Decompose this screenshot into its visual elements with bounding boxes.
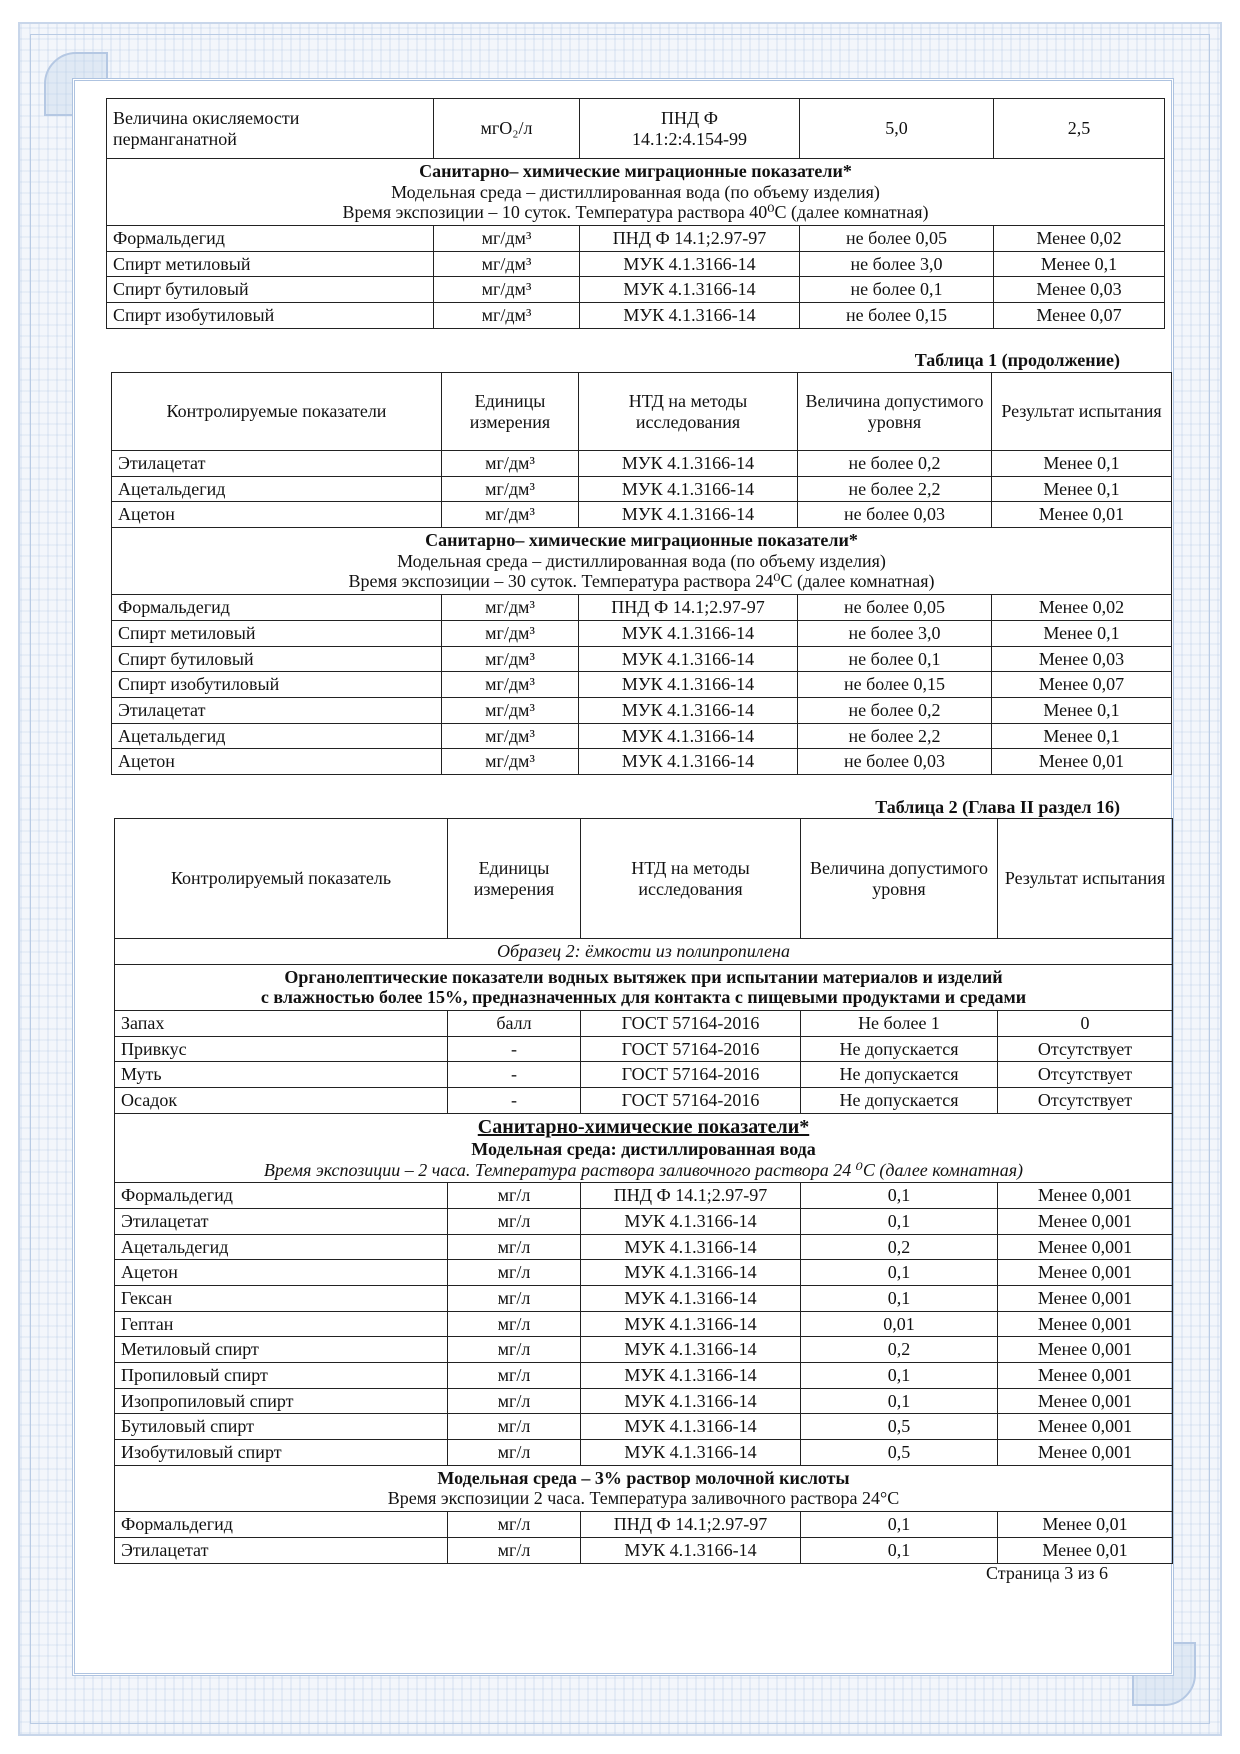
cell-limit: 0,1	[801, 1260, 998, 1286]
table1-continued	[111, 372, 1172, 775]
cell-result: Отсутствует	[998, 1088, 1173, 1114]
cell-name: Формальдегид	[115, 1512, 448, 1538]
table-row	[107, 277, 1165, 303]
section-subtitle: Модельная среда – дистиллированная вода (по объему изделия)	[391, 181, 880, 202]
cell-result: Менее 0,001	[998, 1208, 1173, 1234]
cell-method: МУК 4.1.3166-14	[581, 1337, 801, 1363]
header-limit: Величина допустимого уровня	[798, 373, 992, 451]
section-header	[115, 1465, 1173, 1511]
cell-limit: не более 0,05	[800, 226, 994, 252]
cell-result: Менее 0,001	[998, 1363, 1173, 1389]
cell-method: МУК 4.1.3166-14	[581, 1208, 801, 1234]
cell-name: Осадок	[115, 1088, 448, 1114]
cell-limit: не более 0,15	[798, 672, 992, 698]
cell-result: Менее 0,001	[998, 1260, 1173, 1286]
cell-name: Ацетон	[112, 502, 442, 528]
cell-name: Бутиловый спирт	[115, 1414, 448, 1440]
cell-unit: -	[448, 1088, 581, 1114]
sample-label: Образец 2: ёмкости из полипропилена	[115, 939, 1173, 965]
cell-limit: не более 3,0	[798, 620, 992, 646]
cell-name: Этилацетат	[112, 697, 442, 723]
table2-caption: Таблица 2 (Глава II раздел 16)	[875, 797, 1120, 817]
cell-limit: 0,5	[801, 1440, 998, 1466]
table-row	[115, 1260, 1173, 1286]
cell-unit: мг/дм³	[442, 451, 579, 477]
cell-limit: не более 0,03	[798, 749, 992, 775]
cell-name: Спирт метиловый	[112, 620, 442, 646]
section-title-line2: с влажностью более 15%, предназначенных для контакта с пищевыми продуктами и средами	[260, 987, 1027, 1008]
header-result: Результат испытания	[998, 819, 1173, 939]
cell-unit: мг/л	[448, 1183, 581, 1209]
cell-result: Менее 0,001	[998, 1183, 1173, 1209]
cell-method: МУК 4.1.3166-14	[581, 1285, 801, 1311]
table-row	[112, 476, 1172, 502]
cell-method: МУК 4.1.3166-14	[580, 277, 800, 303]
table-row	[115, 1414, 1173, 1440]
row-result: 2,5	[994, 99, 1165, 159]
section-conditions: Время экспозиции 2 часа. Температура заливочного раствора 24°С	[387, 1488, 900, 1509]
table-row	[115, 1363, 1173, 1389]
table-row	[112, 451, 1172, 477]
cell-result: Менее 0,02	[992, 595, 1172, 621]
cell-limit: не более 2,2	[798, 476, 992, 502]
cell-limit: 0,1	[801, 1208, 998, 1234]
table-row	[107, 251, 1165, 277]
cell-unit: мг/дм³	[442, 476, 579, 502]
cell-method: МУК 4.1.3166-14	[581, 1414, 801, 1440]
cell-result: Менее 0,07	[994, 303, 1165, 329]
cell-result: Менее 0,01	[992, 749, 1172, 775]
table-row	[115, 1388, 1173, 1414]
cell-limit: 0,1	[801, 1512, 998, 1538]
cell-limit: не более 3,0	[800, 251, 994, 277]
cell-unit: -	[448, 1062, 581, 1088]
table1-top	[106, 98, 1165, 329]
table-row	[112, 723, 1172, 749]
header-unit: Единицы измерения	[448, 819, 581, 939]
cell-limit: 0,1	[801, 1285, 998, 1311]
cell-unit: балл	[448, 1011, 581, 1037]
cell-result: Менее 0,01	[992, 502, 1172, 528]
cell-limit: 0,1	[801, 1388, 998, 1414]
cell-name: Ацетон	[112, 749, 442, 775]
cell-method: МУК 4.1.3166-14	[580, 251, 800, 277]
cell-method: МУК 4.1.3166-14	[581, 1311, 801, 1337]
cell-name: Спирт изобутиловый	[107, 303, 434, 329]
cell-limit: не более 2,2	[798, 723, 992, 749]
cell-unit: мг/дм³	[442, 620, 579, 646]
cell-name: Привкус	[115, 1036, 448, 1062]
cell-unit: мг/л	[448, 1260, 581, 1286]
section-conditions: Время экспозиции – 10 суток. Температура раствора 40⁰С (далее комнатная)	[342, 202, 929, 223]
table-row	[115, 1088, 1173, 1114]
section-conditions: Время экспозиции – 30 суток. Температура раствора 24⁰С (далее комнатная)	[348, 571, 935, 592]
cell-result: Менее 0,001	[998, 1234, 1173, 1260]
cell-method: МУК 4.1.3166-14	[579, 620, 798, 646]
cell-result: Менее 0,001	[998, 1440, 1173, 1466]
cell-result: Менее 0,001	[998, 1285, 1173, 1311]
cell-method: МУК 4.1.3166-14	[579, 502, 798, 528]
cell-method: МУК 4.1.3166-14	[580, 303, 800, 329]
cell-limit: 0,1	[801, 1537, 998, 1563]
table-header-row	[115, 819, 1173, 939]
cell-name: Пропиловый спирт	[115, 1363, 448, 1389]
cell-limit: не более 0,03	[798, 502, 992, 528]
cell-name: Спирт изобутиловый	[112, 672, 442, 698]
cell-unit: мг/дм³	[434, 303, 580, 329]
table-row	[112, 749, 1172, 775]
cell-name: Спирт бутиловый	[112, 646, 442, 672]
cell-method: ГОСТ 57164-2016	[581, 1062, 801, 1088]
cell-result: Менее 0,07	[992, 672, 1172, 698]
cell-name: Гексан	[115, 1285, 448, 1311]
cell-result: Менее 0,03	[994, 277, 1165, 303]
cell-name: Спирт бутиловый	[107, 277, 434, 303]
cell-unit: мг/дм³	[442, 697, 579, 723]
table-row	[115, 1440, 1173, 1466]
cell-method: ПНД Ф 14.1;2.97-97	[580, 226, 800, 252]
cell-method: МУК 4.1.3166-14	[579, 723, 798, 749]
section-header	[107, 159, 1165, 226]
cell-limit: 0,1	[801, 1183, 998, 1209]
cell-unit: мг/дм³	[442, 502, 579, 528]
section-title: Модельная среда – 3% раствор молочной кислоты	[437, 1467, 850, 1488]
table-row	[112, 672, 1172, 698]
table-row	[115, 1011, 1173, 1037]
cell-name: Ацетальдегид	[112, 476, 442, 502]
cell-limit: не более 0,1	[800, 277, 994, 303]
row-limit: 5,0	[800, 99, 994, 159]
cell-method: ГОСТ 57164-2016	[581, 1088, 801, 1114]
cell-name: Изопропиловый спирт	[115, 1388, 448, 1414]
cell-name: Спирт метиловый	[107, 251, 434, 277]
cell-name: Формальдегид	[112, 595, 442, 621]
cell-unit: мг/л	[448, 1512, 581, 1538]
cell-method: ГОСТ 57164-2016	[581, 1011, 801, 1037]
cell-name: Ацетальдегид	[115, 1234, 448, 1260]
cell-unit: мг/дм³	[442, 672, 579, 698]
cell-unit: мг/дм³	[442, 749, 579, 775]
cell-result: Менее 0,01	[998, 1537, 1173, 1563]
cell-limit: не более 0,05	[798, 595, 992, 621]
cell-unit: мг/л	[448, 1388, 581, 1414]
cell-name: Метиловый спирт	[115, 1337, 448, 1363]
cell-limit: Не более 1	[801, 1011, 998, 1037]
section-title: Санитарно– химические миграционные показатели*	[419, 161, 852, 181]
cell-limit: 0,2	[801, 1337, 998, 1363]
cell-unit: мг/дм³	[442, 595, 579, 621]
cell-unit: мг/л	[448, 1311, 581, 1337]
cell-result: Менее 0,1	[992, 697, 1172, 723]
header-method: НТД на методы исследования	[579, 373, 798, 451]
header-result: Результат испытания	[992, 373, 1172, 451]
cell-unit: мг/л	[448, 1234, 581, 1260]
cell-result: 0	[998, 1011, 1173, 1037]
section-conditions: Время экспозиции – 2 часа. Температура раствора заливочного раствора 24 ⁰С (далее комнатная)	[263, 1159, 1024, 1180]
cell-result: Менее 0,02	[994, 226, 1165, 252]
cell-method: ПНД Ф 14.1;2.97-97	[579, 595, 798, 621]
cell-unit: мг/л	[448, 1285, 581, 1311]
cell-method: МУК 4.1.3166-14	[581, 1537, 801, 1563]
section-title: Санитарно-химические показатели*	[477, 1115, 810, 1138]
cell-name: Формальдегид	[115, 1183, 448, 1209]
table2-lactic-rows	[115, 1512, 1173, 1563]
table-row	[112, 620, 1172, 646]
cell-name: Этилацетат	[115, 1537, 448, 1563]
cell-unit: мг/л	[448, 1208, 581, 1234]
cell-method: МУК 4.1.3166-14	[579, 672, 798, 698]
cell-result: Менее 0,1	[992, 620, 1172, 646]
cell-limit: 0,5	[801, 1414, 998, 1440]
cell-name: Этилацетат	[112, 451, 442, 477]
section-title-line1: Органолептические показатели водных вытяжек при испытании материалов и изделий	[284, 966, 1003, 987]
table-row	[115, 1311, 1173, 1337]
cell-limit: Не допускается	[801, 1036, 998, 1062]
cell-method: МУК 4.1.3166-14	[581, 1260, 801, 1286]
row-unit: мгО₂/л	[434, 99, 580, 159]
cell-limit: не более 0,15	[800, 303, 994, 329]
table-row	[107, 303, 1165, 329]
cell-method: МУК 4.1.3166-14	[579, 476, 798, 502]
cell-limit: 0,1	[801, 1363, 998, 1389]
table1-top-rows	[107, 226, 1165, 329]
table1-cont-caption: Таблица 1 (продолжение)	[914, 350, 1120, 370]
row-method	[580, 99, 800, 159]
cell-result: Менее 0,001	[998, 1414, 1173, 1440]
cell-method: МУК 4.1.3166-14	[579, 749, 798, 775]
cell-unit: мг/дм³	[434, 226, 580, 252]
cell-name: Запах	[115, 1011, 448, 1037]
cell-name: Ацетон	[115, 1260, 448, 1286]
method-line-1: ПНД Ф	[661, 107, 718, 128]
cell-unit: мг/л	[448, 1537, 581, 1563]
cell-method: ПНД Ф 14.1;2.97-97	[581, 1183, 801, 1209]
table2-chemical-rows	[115, 1183, 1173, 1466]
table-row	[115, 1337, 1173, 1363]
header-method: НТД на методы исследования	[581, 819, 801, 939]
method-line-2: 14.1:2:4.154-99	[632, 128, 747, 149]
cell-unit: мг/л	[448, 1414, 581, 1440]
header-limit: Величина допустимого уровня	[801, 819, 998, 939]
cell-method: ГОСТ 57164-2016	[581, 1036, 801, 1062]
table-row	[115, 1183, 1173, 1209]
cell-unit: мг/дм³	[434, 251, 580, 277]
cell-name: Гептан	[115, 1311, 448, 1337]
cell-name: Этилацетат	[115, 1208, 448, 1234]
table-row	[107, 99, 1165, 159]
cell-unit: мг/л	[448, 1363, 581, 1389]
table-row	[112, 646, 1172, 672]
table-row	[115, 1062, 1173, 1088]
section-header	[115, 964, 1173, 1010]
page-number: Страница 3 из 6	[986, 1563, 1108, 1583]
cell-name: Муть	[115, 1062, 448, 1088]
table-row	[115, 1512, 1173, 1538]
cell-limit: не более 0,2	[798, 697, 992, 723]
cell-result: Менее 0,001	[998, 1311, 1173, 1337]
cell-name: Изобутиловый спирт	[115, 1440, 448, 1466]
section-header	[112, 528, 1172, 595]
cell-result: Менее 0,03	[992, 646, 1172, 672]
section-subtitle: Модельная среда – дистиллированная вода (по объему изделия)	[397, 550, 886, 571]
cell-method: МУК 4.1.3166-14	[579, 697, 798, 723]
cell-method: МУК 4.1.3166-14	[581, 1388, 801, 1414]
table-row	[115, 1234, 1173, 1260]
cell-result: Менее 0,01	[998, 1512, 1173, 1538]
header-name: Контролируемый показатель	[115, 819, 448, 939]
row-name: Величина окисляемости перманганатной	[107, 99, 434, 159]
table-row	[112, 697, 1172, 723]
cell-limit: не более 0,2	[798, 451, 992, 477]
cell-unit: мг/дм³	[442, 646, 579, 672]
table1-cont-rows-b	[112, 595, 1172, 775]
cell-limit: не более 0,1	[798, 646, 992, 672]
cell-limit: Не допускается	[801, 1062, 998, 1088]
cell-limit: Не допускается	[801, 1088, 998, 1114]
cell-unit: мг/л	[448, 1440, 581, 1466]
table-row	[112, 502, 1172, 528]
cell-result: Отсутствует	[998, 1036, 1173, 1062]
cell-unit: мг/дм³	[442, 723, 579, 749]
cell-name: Формальдегид	[107, 226, 434, 252]
section-title: Санитарно– химические миграционные показатели*	[425, 530, 858, 551]
cell-result: Менее 0,1	[992, 476, 1172, 502]
cell-limit: 0,2	[801, 1234, 998, 1260]
cell-result: Менее 0,1	[992, 451, 1172, 477]
header-name: Контролируемые показатели	[112, 373, 442, 451]
table2	[114, 818, 1173, 1564]
cell-unit: -	[448, 1036, 581, 1062]
cell-result: Менее 0,1	[994, 251, 1165, 277]
cell-result: Менее 0,001	[998, 1388, 1173, 1414]
cell-method: МУК 4.1.3166-14	[581, 1440, 801, 1466]
table2-organoleptic-rows	[115, 1011, 1173, 1114]
table-row	[115, 1036, 1173, 1062]
cell-unit: мг/дм³	[434, 277, 580, 303]
cell-result: Менее 0,001	[998, 1337, 1173, 1363]
table-row	[112, 595, 1172, 621]
table-row	[115, 1285, 1173, 1311]
table-header-row	[112, 373, 1172, 451]
table1-cont-rows-a	[112, 451, 1172, 528]
cell-method: МУК 4.1.3166-14	[581, 1363, 801, 1389]
table-row	[115, 1537, 1173, 1563]
cell-result: Отсутствует	[998, 1062, 1173, 1088]
table-row	[115, 1208, 1173, 1234]
cell-method: МУК 4.1.3166-14	[581, 1234, 801, 1260]
cell-limit: 0,01	[801, 1311, 998, 1337]
cell-unit: мг/л	[448, 1337, 581, 1363]
cell-method: МУК 4.1.3166-14	[579, 451, 798, 477]
section-subtitle: Модельная среда: дистиллированная вода	[471, 1138, 816, 1159]
cell-method: ПНД Ф 14.1;2.97-97	[581, 1512, 801, 1538]
section-header	[115, 1113, 1173, 1182]
cell-name: Ацетальдегид	[112, 723, 442, 749]
cell-result: Менее 0,1	[992, 723, 1172, 749]
table-row	[107, 226, 1165, 252]
cell-method: МУК 4.1.3166-14	[579, 646, 798, 672]
sample-header	[115, 939, 1173, 965]
header-unit: Единицы измерения	[442, 373, 579, 451]
